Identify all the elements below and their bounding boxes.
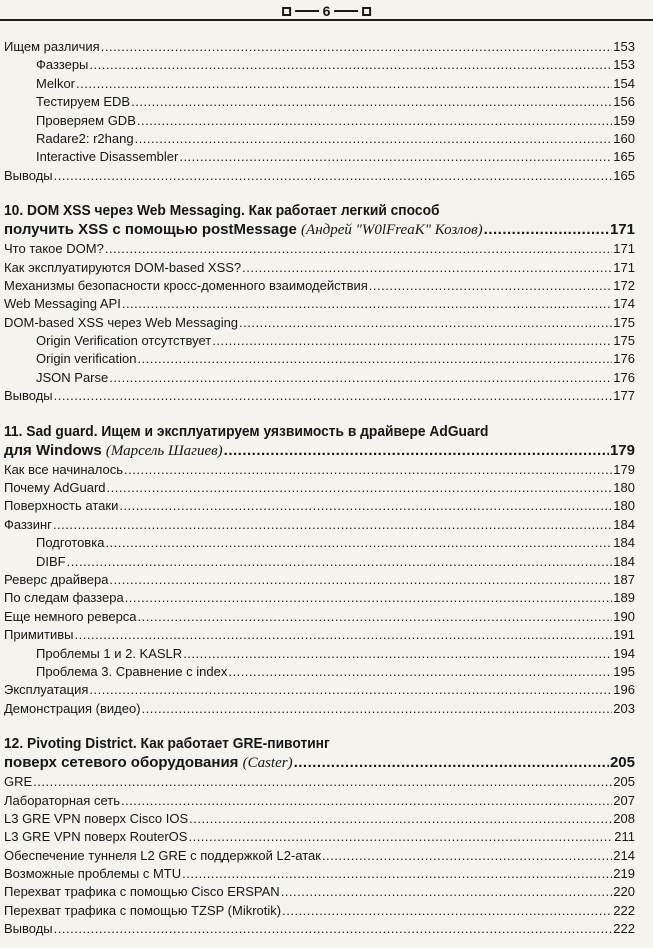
toc-entry-page: 176: [613, 351, 635, 367]
toc-section: [4, 422, 635, 718]
toc-entry-label: Проблемы 1 и 2. KASLR: [36, 645, 183, 661]
dot-leader: [189, 810, 612, 828]
toc-entry-page: 177: [613, 388, 635, 404]
toc-entry-label: L3 GRE VPN поверх Cisco IOS: [4, 810, 189, 826]
chapter-title: 11. Sad guard. Ищем и эксплуатируем уязвимость в драйвере AdGuard: [4, 422, 489, 440]
toc-entry-label: Подготовка: [36, 535, 105, 551]
dot-leader: [183, 645, 612, 663]
dot-leader: [188, 828, 613, 846]
chapter-title-last-line: [4, 441, 635, 461]
toc-section: [4, 38, 635, 185]
dot-leader: [281, 883, 613, 901]
toc-entry: [4, 461, 635, 479]
dot-leader: [105, 240, 612, 258]
toc-entry-label: Демонстрация (видео): [4, 700, 141, 716]
toc-entry: [4, 167, 635, 185]
toc-entry: [4, 681, 635, 699]
toc-entry: [4, 350, 635, 368]
toc-entry-label: Выводы: [4, 388, 53, 404]
square-ornament-icon: [362, 7, 371, 16]
dot-leader: [109, 571, 612, 589]
toc-entry-label: Реверс драйвера: [4, 571, 109, 587]
toc-entry-label: Ищем различия: [4, 39, 100, 54]
dot-leader: [228, 663, 612, 681]
dot-leader: [182, 865, 612, 883]
toc-entry: [4, 589, 635, 607]
toc-entry: [4, 534, 635, 552]
toc-entry-page: 160: [613, 130, 635, 146]
toc-entry: [4, 93, 635, 111]
dot-leader: [105, 534, 612, 552]
toc-entry-label: Что такое DOM?: [4, 241, 104, 257]
chapter-author: (Андрей "W0lFreaK" Козлов): [301, 222, 483, 239]
toc-entry: [4, 75, 635, 93]
chapter-title-text: [4, 753, 293, 773]
dot-leader: [294, 753, 609, 773]
toc-entry-page: 220: [613, 884, 635, 900]
toc-entry-page: 184: [613, 553, 635, 569]
toc-entry: [4, 847, 635, 865]
toc-entry-page: 187: [613, 571, 635, 587]
toc-entry-page: 175: [613, 333, 635, 349]
toc-entry-page: 189: [613, 590, 635, 606]
toc-entry-page: 179: [613, 461, 635, 477]
toc-entry: [4, 148, 635, 166]
toc-entry-page: 153: [613, 39, 635, 54]
toc-entry-label: Перехват трафика с помощью TZSP (Mikrotik): [4, 902, 282, 918]
dot-leader: [137, 112, 612, 130]
dot-leader: [121, 792, 612, 810]
dot-leader: [54, 167, 613, 185]
chapter-title-continuation: поверх сетевого оборудования: [4, 754, 243, 772]
toc-entry: [4, 792, 635, 810]
toc-entry: [4, 700, 635, 718]
dot-leader: [122, 295, 612, 313]
dot-leader: [322, 847, 612, 865]
dot-leader: [125, 589, 613, 607]
toc-entry: [4, 497, 635, 515]
toc-entry-label: Проверяем GDB: [36, 112, 136, 128]
dot-leader: [101, 38, 613, 56]
page-number-mark: [280, 3, 374, 19]
square-ornament-icon: [282, 7, 291, 16]
toc-entry-page: 205: [613, 774, 635, 790]
toc-entry: [4, 773, 635, 791]
dot-leader: [75, 626, 613, 644]
toc-entry-label: Эксплуатация: [4, 682, 89, 698]
toc-entry-page: 171: [613, 259, 635, 275]
toc-entry: [4, 332, 635, 350]
toc-entry-page: 184: [613, 535, 635, 551]
toc-entry: [4, 865, 635, 883]
toc-entry: [4, 553, 635, 571]
dot-leader: [131, 93, 612, 111]
dot-leader: [135, 130, 613, 148]
toc-entry-label: По следам фаззера: [4, 590, 124, 606]
toc-entry-label: Как все начиналось: [4, 461, 124, 477]
toc-entry-page: 195: [613, 663, 635, 679]
chapter-title-text: [4, 441, 223, 461]
toc-entry-page: 222: [613, 921, 635, 937]
toc-entry: [4, 645, 635, 663]
toc-entry-page: 219: [613, 866, 635, 882]
dot-leader: [142, 700, 613, 718]
dot-leader: [369, 277, 613, 295]
toc-entry-label: Механизмы безопасности кросс-доменного взаимодействия: [4, 277, 368, 293]
toc-entry-label: Обеспечение туннеля L2 GRE с поддержкой L2-атак: [4, 847, 321, 863]
chapter-author: (Caster): [242, 755, 293, 772]
dot-leader: [53, 516, 612, 534]
toc-entry-label: Примитивы: [4, 627, 74, 643]
dot-leader: [89, 681, 612, 699]
toc-entry-label: Interactive Disassembler: [36, 149, 179, 165]
table-of-contents: [4, 38, 635, 939]
toc-entry: [4, 883, 635, 901]
toc-entry-page: 154: [613, 75, 635, 91]
dot-leader: [54, 387, 613, 405]
toc-entry: [4, 479, 635, 497]
toc-entry-page: 174: [613, 296, 635, 312]
toc-entry: [4, 38, 635, 56]
toc-entry-label: Web Messaging API: [4, 296, 121, 312]
toc-entry-label: GRE: [4, 774, 33, 790]
toc-entry-page: 165: [613, 149, 635, 165]
toc-entry-label: Melkor: [36, 75, 76, 91]
toc-entry-page: 208: [613, 810, 635, 826]
chapter-title: 12. Pivoting District. Как работает GRE-пивотинг: [4, 735, 330, 753]
toc-entry-page: 175: [613, 314, 635, 330]
toc-entry-page: 214: [613, 847, 635, 863]
dot-leader: [138, 608, 613, 626]
toc-entry: [4, 920, 635, 938]
page-number: 6: [322, 3, 331, 19]
dot-leader: [107, 479, 613, 497]
chapter-page-number: 179: [609, 441, 635, 459]
chapter-title-text: [4, 220, 483, 240]
toc-entry-label: Origin verification: [36, 351, 137, 367]
toc-entry-label: DIBF: [36, 553, 66, 569]
toc-entry-page: 156: [613, 94, 635, 110]
chapter-title-continuation: получить XSS с помощью postMessage: [4, 221, 302, 239]
toc-entry: [4, 828, 635, 846]
chapter-page-number: 171: [609, 221, 635, 239]
toc-section: [4, 734, 635, 939]
toc-entry-page: 191: [613, 627, 635, 643]
toc-entry-page: 180: [613, 498, 635, 514]
toc-entry: [4, 277, 635, 295]
dot-leader: [67, 553, 613, 571]
dot-leader: [484, 220, 609, 240]
toc-entry: [4, 56, 635, 74]
toc-entry-page: 211: [614, 829, 635, 845]
dot-leader: [282, 902, 612, 920]
dot-leader: [89, 56, 612, 74]
dot-leader: [33, 773, 612, 791]
chapter-page-number: 205: [609, 754, 635, 772]
toc-entry: [4, 608, 635, 626]
chapter-title-last-line: [4, 220, 635, 240]
toc-entry-page: 207: [613, 792, 635, 808]
toc-entry-page: 172: [613, 277, 635, 293]
dot-leader: [119, 497, 612, 515]
toc-entry: [4, 626, 635, 644]
toc-section: [4, 201, 635, 406]
dot-leader: [224, 441, 609, 461]
toc-entry: [4, 295, 635, 313]
toc-entry-label: Проблема 3. Сравнение с index: [36, 663, 228, 679]
toc-entry-label: Возможные проблемы с MTU: [4, 866, 182, 882]
chapter-author: (Марсель Шагиев): [105, 442, 223, 459]
toc-entry-page: 184: [613, 516, 635, 532]
toc-entry-label: L3 GRE VPN поверх RouterOS: [4, 829, 188, 845]
chapter-title-last-line: [4, 753, 635, 773]
dot-leader: [137, 350, 612, 368]
toc-entry-page: 194: [613, 645, 635, 661]
dot-leader: [76, 75, 612, 93]
toc-entry: [4, 387, 635, 405]
toc-entry: [4, 112, 635, 130]
toc-entry-label: Поверхность атаки: [4, 498, 119, 514]
toc-entry-label: Фаззеры: [36, 57, 89, 73]
page-header: [0, 0, 653, 22]
dot-leader: [179, 148, 612, 166]
toc-entry-page: 153: [613, 57, 635, 73]
chapter-title: 10. DOM XSS через Web Messaging. Как работает легкий способ: [4, 202, 440, 220]
dot-leader: [54, 920, 613, 938]
toc-entry-label: JSON Parse: [36, 369, 109, 385]
toc-entry-label: Как эксплуатируются DOM-based XSS?: [4, 259, 242, 275]
toc-entry-label: Radare2: r2hang: [36, 130, 134, 146]
toc-entry: [4, 663, 635, 681]
toc-entry: [4, 571, 635, 589]
toc-entry-page: 190: [613, 608, 635, 624]
toc-entry-label: Перехват трафика с помощью Cisco ERSPAN: [4, 884, 280, 900]
dot-leader: [242, 259, 612, 277]
toc-entry-label: Выводы: [4, 167, 53, 183]
dash-ornament: [334, 10, 358, 12]
toc-entry-page: 171: [613, 241, 635, 257]
toc-entry-page: 180: [613, 480, 635, 496]
toc-entry: [4, 369, 635, 387]
toc-entry-page: 176: [613, 369, 635, 385]
dot-leader: [124, 461, 612, 479]
toc-entry: [4, 516, 635, 534]
dot-leader: [239, 314, 612, 332]
toc-entry-page: 159: [613, 112, 635, 128]
toc-entry-page: 165: [613, 167, 635, 183]
dot-leader: [212, 332, 612, 350]
dot-leader: [109, 369, 612, 387]
toc-entry-label: Тестируем EDB: [36, 94, 131, 110]
toc-entry: [4, 902, 635, 920]
toc-entry-label: Фаззинг: [4, 516, 52, 532]
toc-entry: [4, 240, 635, 258]
chapter-title-continuation: для Windows: [4, 441, 106, 459]
toc-entry-label: Origin Verification отсутствует: [36, 333, 212, 349]
toc-entry-label: Почему AdGuard: [4, 480, 106, 496]
dash-ornament: [295, 10, 319, 12]
toc-entry-label: Лабораторная сеть: [4, 792, 120, 808]
toc-entry-label: Еще немного реверса: [4, 608, 137, 624]
toc-entry: [4, 314, 635, 332]
toc-entry: [4, 810, 635, 828]
header-rule: [0, 19, 653, 21]
toc-entry-label: Выводы: [4, 921, 53, 937]
toc-entry: [4, 259, 635, 277]
toc-entry-page: 196: [613, 682, 635, 698]
toc-entry-page: 203: [613, 700, 635, 716]
toc-entry-page: 222: [613, 902, 635, 918]
toc-entry: [4, 130, 635, 148]
toc-entry-label: DOM-based XSS через Web Messaging: [4, 314, 239, 330]
